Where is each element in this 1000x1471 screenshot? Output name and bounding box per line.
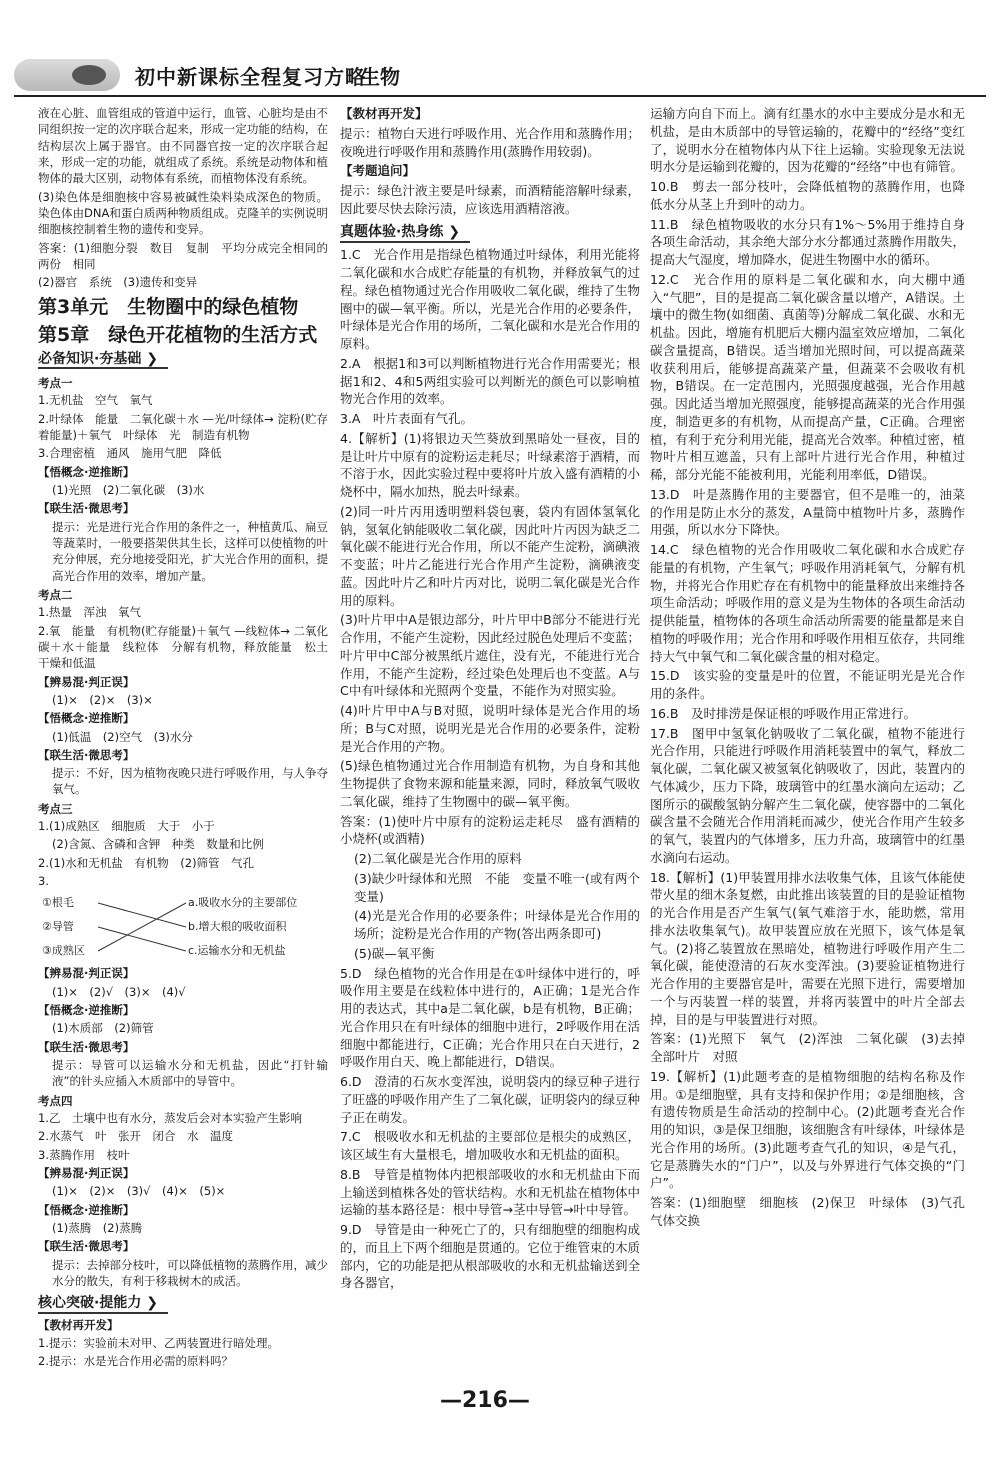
list-item: 3.蒸腾作用 枝叶 <box>38 1147 130 1162</box>
list-item: (2)含氮、含磷和含钾 种类 数量和比例 <box>52 837 264 852</box>
list-item: 1.乙 土壤中也有水分，蒸发后会对本实验产生影响 <box>38 1111 302 1126</box>
answer-item: 17.B 图甲中氢氧化钠吸收了二氧化碳，植物不能进行光合作用，只能进行呼吸作用消耗装置中的氧气，释放二氧化碳，二氧化碳又被氢氧化钠吸收了，因此，装置内的气体减少，压力下降，玻璃管中的红墨水滴向左运动；乙图所示的碳酸氢钠分解产生二氧化碳，使容器中的二氧化碳含量不会随光合作用消耗而减少，使光合作用产生较多的氧气，装置内的气体增多，压力升高，玻璃管中的红墨水滴向右运动。 <box>650 725 965 865</box>
answer-item: 7.C 根吸收水和无机盐的主要部位是根尖的成熟区，该区域生有大量根毛，增加吸收水和无机盐的面积。 <box>340 1129 640 1162</box>
answer-item: (2)二氧化碳是光合作用的原料 <box>354 851 522 866</box>
kaodian-heading: 考点四 <box>38 1093 73 1108</box>
answer-item: 1.C 光合作用是指绿色植物通过叶绿体，利用光能将二氧化碳和水合成贮存能量的有机物，并释放氧气的过程。绿色植物通过光合作用吸收二氧化碳，维持了生物圈中的碳—氧平衡。所以，光是光合作用的必要条件，叶绿体是光合作用的场所，二氧化碳和水是光合作用的原料。 <box>340 247 641 351</box>
book-title: 初中新课标全程复习方略 <box>135 65 366 89</box>
tag-label: 【辨易混·判正误】 <box>38 674 135 689</box>
list-item: 2.提示：水是光合作用必需的原料吗？ <box>38 1354 233 1369</box>
answer-item: (3)缺少叶绿体和光照 不能 变量不唯一(或有两个变量) <box>354 870 640 904</box>
section-heading: 必备知识·夯基础 ❯ <box>38 351 168 369</box>
book-logo-icon <box>14 59 120 91</box>
column-left <box>38 105 340 1372</box>
list-item: (1)木质部 (2)筛管 <box>52 1021 154 1036</box>
answer-item: 10.B 剪去一部分枝叶，会降低植物的蒸腾作用，也降低水分从茎上升到叶的动力。 <box>650 179 965 212</box>
answer-item: 5.D 绿色植物的光合作用是在①叶绿体中进行的，呼吸作用主要是在线粒体中进行的，A正确；1是光合作用的表达式，其中a是二氧化碳，b是有机物，B正确；光合作用只在有叶绿体的细胞中进行，2呼吸作用在活细胞中都能进行，C正确；光合作用只在白天进行，2呼吸作用白天、晚上都能进行，D错误。 <box>340 965 640 1070</box>
column-middle <box>340 105 640 1294</box>
answer-item: 2.A 根据1和3可以判断植物进行光合作用需要光；根据1和2、4和5两组实验可以判断光的颜色可以影响植物光合作用的效率。 <box>340 355 640 407</box>
subject-title: 生物 <box>360 65 400 89</box>
paragraph: 提示：植物白天进行呼吸作用、光合作用和蒸腾作用；夜晚进行呼吸作用和蒸腾作用(蒸腾作用较弱)。 <box>340 125 641 159</box>
list-item: (1)低温 (2)空气 (3)水分 <box>52 729 193 744</box>
answer-item: 19.【解析】(1)此题考查的是植物细胞的结构名称及作用。①是细胞壁，具有支持和保护作用；②是细胞核，含有遗传物质是生命活动的控制中心。(2)此题考查光合作用的知识，③是保卫细胞，该细胞含有叶绿体，叶绿体是光合作用的场所。(3)此题考查气孔的知识，④是气孔，它是蒸腾失水的“门户”，以及与外界进行气体交换的“门户”。 <box>650 1068 965 1191</box>
page-number: —216— <box>440 1388 530 1413</box>
match-left: ①根毛 <box>42 896 74 910</box>
matching-diagram <box>38 891 328 963</box>
tag-label: 【考题追问】 <box>340 163 416 179</box>
list-item: 2.叶绿体 能量 二氧化碳＋水 —光/叶绿体→ 淀粉(贮存着能量)＋氧气 叶绿体 光 制造有机物 <box>38 411 328 442</box>
tag-label: 【联生活·微思考】 <box>38 1239 135 1254</box>
answer-item: 答案：(1)光照下 氧气 (2)浑浊 二氧化碳 (3)去掉全部叶片 对照 <box>650 1031 965 1064</box>
answer-item: 4.【解析】(1)将银边天竺葵放到黑暗处一昼夜，目的是让叶片中原有的淀粉运走耗尽；叶绿素溶于酒精，而不溶于水，因此实验过程中要将叶片放入盛有酒精的小烧杯中，隔水加热，脱去叶绿素。 <box>340 430 641 499</box>
paragraph: (3)染色体是细胞核中容易被碱性染料染成深色的物质。染色体由DNA和蛋白质两种物质组成。克隆羊的实例说明细胞核控制着生物的遗传和变异。 <box>38 189 328 237</box>
section-heading: 核心突破·提能力 ❯ <box>38 1295 168 1313</box>
tag-label: 【联生活·微思考】 <box>38 747 135 762</box>
tag-label: 【教材再开发】 <box>340 106 428 121</box>
answer-line: 答案：(1)细胞分裂 数目 复制 平均分成完全相同的两份 相同 <box>38 240 328 271</box>
match-right: b.增大根的吸收面积 <box>188 920 287 934</box>
paragraph: 液在心脏、血管组成的管道中运行，血管、心脏均是由不同组织按一定的次序联合起来，形成一定功能的结构，在结构层次上属于器官。由不同器官按一定的次序联合起来，形成一定的功能，就组成了系统。系统是动物体和植物体的最大区别，动物体有系统，而植物体没有系统。 <box>38 106 328 186</box>
match-left: ②导管 <box>42 920 74 934</box>
paragraph: 提示：绿色汁液主要是叶绿素，而酒精能溶解叶绿素，因此要尽快去除污渍，应该选用酒精溶液。 <box>340 183 641 216</box>
tag-label: 【联生活·微思考】 <box>38 1039 135 1054</box>
list-item: 1.(1)成熟区 细胞质 大于 小于 <box>38 819 215 834</box>
list-item: 2.氧 能量 有机物(贮存能量)＋氧气 —线粒体→ 二氧化碳＋水＋能量 线粒体 分解有机物，释放能量 松土 干燥和低温 <box>38 623 340 671</box>
answer-item: 18.【解析】(1)甲装置用排水法收集气体，且该气体能使带火星的细木条复燃，由此推出该装置的目的是验证植物的光合作用是否产生氧气(氧气难溶于水，能助燃，常用排水法收集氧气)。故甲装置应放在光照下，该气体是氧气。(2)将乙装置放在黑暗处，植物进行呼吸作用产生二氧化碳，能使澄清的石灰水变浑浊。(3)要验证植物进行光合作用的主要器官是叶，需要在光照下进行，需要增加一个与丙装置一样的装置，并将丙装置中的叶片全部去掉，目的是与甲装置进行对照。 <box>650 869 965 1027</box>
answer-item: 12.C 光合作用的原料是二氧化碳和水，向大棚中通入“气肥”，目的是提高二氧化碳含量以增产，A错误。土壤中的微生物(如细菌、真菌等)分解成二氧化碳、水和无机盐。因此，增施有机肥后大棚内温室效应增加，二氧化碳含量提高，B错误。适当增加光照时间，可以提高蔬菜收获利用后，能够提高蔬菜产量，但蔬菜不会吸收有机物，B错误。在一定范围内，光照强度越强，光合作用越强。因此适当增加光照强度，能够提高蔬菜的光合作用强度，制造更多的有机物，从而提高产量，C正确。合理密植，有利于充分利用光能，提高光合效率。种植过密，植物叶片相互遮盖，只有上部叶片进行光合作用，种植过稀，部分光能不能被利用，光能利用率低，D错误。 <box>650 271 965 482</box>
match-left: ③成熟区 <box>42 944 85 958</box>
answer-item: 答案：(1)使叶片中原有的淀粉运走耗尽 盛有酒精的小烧杯(或酒精) <box>340 813 640 847</box>
kaodian-heading: 考点三 <box>38 801 73 816</box>
tag-label: 【教材再开发】 <box>38 1317 119 1332</box>
list-item: 提示：光是进行光合作用的条件之一，种植黄瓜、扁豆等蔬菜时，一般要搭架供其生长，这样可以使植物的叶充分伸展，充分地接受阳光，扩大光合作用的面积，提高光合作用的效率，增加产量。 <box>52 519 328 583</box>
answer-item: (2)同一叶片丙用透明塑料袋包裹，袋内有固体氢氧化钠，氢氧化钠能吸收二氧化碳，因此叶片丙因为缺乏二氧化碳不能进行光合作用，所以不能产生淀粉，滴碘液不变蓝；叶片乙能进行光合作用产生淀粉，滴碘液变蓝。因此叶片乙和叶片丙对比，说明二氧化碳是光合作用的原料。 <box>340 503 641 608</box>
list-item: (1)蒸腾 (2)蒸腾 <box>52 1221 143 1236</box>
kaodian-heading: 考点二 <box>38 587 73 602</box>
answer-item: (5)绿色植物通过光合作用制造有机物，为自身和其他生物提供了食物来源和能量来源，同时，释放氧气吸收二氧化碳，维持了生物圈中的碳—氧平衡。 <box>340 758 641 809</box>
answer-item: 8.B 导管是植物体内把根部吸收的水和无机盐由下而上输送到植株各处的管状结构。水和无机盐在植物体中运输的基本路径是：根中导管→茎中导管→叶中导管。 <box>340 1166 641 1218</box>
section-heading: 真题体验·热身练 ❯ <box>340 224 470 244</box>
list-item: 1.热量 浑浊 氧气 <box>38 605 141 620</box>
list-item: 2.水蒸气 叶 张开 闭合 水 温度 <box>38 1129 233 1144</box>
list-item: 1.提示：实验前未对甲、乙两装置进行暗处理。 <box>38 1336 279 1351</box>
answer-line: (2)器官 系统 (3)遗传和变异 <box>38 275 198 290</box>
tag-label: 【辨易混·判正误】 <box>38 1166 135 1181</box>
list-item: 提示：去掉部分枝叶，可以降低植物的蒸腾作用，减少水分的散失，有利于移栽树木的成活。 <box>52 1257 328 1289</box>
header-divider <box>14 95 986 97</box>
list-item: (1)× (2)√ (3)× (4)√ <box>52 984 186 999</box>
match-right: c.运输水分和无机盐 <box>188 944 286 958</box>
list-item: (1)× (2)× (3)× <box>52 692 153 707</box>
answer-item: (4)光是光合作用的必要条件；叶绿体是光合作用的场所；淀粉是光合作用的产物(答出两条即可) <box>354 908 640 941</box>
column-right <box>650 105 978 1232</box>
answer-item: 答案：(1)细胞壁 细胞核 (2)保卫 叶绿体 (3)气孔 气体交换 <box>650 1195 978 1228</box>
answer-item: 13.D 叶是蒸腾作用的主要器官，但不是唯一的，油菜的作用是防止水分的蒸发，A量筒中植物叶片多，蒸腾作用强，所以水分下降快。 <box>650 486 965 538</box>
list-item: (1)× (2)× (3)√ (4)× (5)× <box>52 1184 226 1199</box>
list-item: (1)光照 (2)二氧化碳 (3)水 <box>52 482 205 497</box>
chapter-title: 第5章 绿色开花植物的生活方式 <box>38 323 318 346</box>
unit-title: 第3单元 生物圈中的绿色植物 <box>38 295 299 318</box>
answer-item: 11.B 绿色植物吸收的水分只有1%～5%用于维持自身各项生命活动，其余绝大部分水分都通过蒸腾作用散失，提高大气湿度，增加降水，促进生物圈中水的循环。 <box>650 216 965 267</box>
answer-item: (3)叶片甲中A是银边部分，叶片甲中B部分不能进行光合作用，不能产生淀粉，因此经过脱色处理后不变蓝；叶片甲中C部分被黑纸片遮住，没有光，不能进行光合作用，不能产生淀粉，经过染色处理后也不变蓝。A与C中有叶绿体和光照两个变量，不能作为对照实验。 <box>340 612 641 699</box>
answer-item: 6.D 澄清的石灰水变浑浊，说明袋内的绿豆种子进行了旺盛的呼吸作用产生了二氧化碳，证明袋内的绿豆种子正在萌发。 <box>340 1074 641 1125</box>
answer-item: 15.D 该实验的变量是叶的位置，不能证明光是光合作用的条件。 <box>650 668 965 701</box>
list-item: 1.无机盐 空气 氧气 <box>38 393 153 408</box>
tag-label: 【悟概念·逆推断】 <box>38 711 135 726</box>
answer-item: 14.C 绿色植物的光合作用吸收二氧化碳和水合成贮存能量的有机物，产生氧气；呼吸作用消耗氧气，分解有机物，并将光合作用贮存在有机物中的能量释放出来维持各项生命活动；呼吸作用的意义是为生物体的各项生命活动提供能量，植物体的各项生命活动所需要的能量都是来自植物的呼吸作用；光合作用和呼吸作用相互依存，共同维持大气中氧气和二氧化碳含量的相对稳定。 <box>650 542 965 664</box>
list-item: 提示：导管可以运输水分和无机盐，因此“打针输液”的针头应插入木质部中的导管中。 <box>52 1058 328 1089</box>
answer-item: 3.A 叶片表面有气孔。 <box>340 411 473 426</box>
answer-item: 16.B 及时排涝是保证根的呼吸作用正常进行。 <box>650 705 916 721</box>
tag-label: 【联生活·微思考】 <box>38 501 135 516</box>
page-header <box>0 55 1000 97</box>
tag-label: 【悟概念·逆推断】 <box>38 1003 135 1018</box>
tag-label: 【悟概念·逆推断】 <box>38 464 135 479</box>
match-right: a.吸收水分的主要部位 <box>188 896 298 910</box>
answer-item: 运输方向自下而上。滴有红墨水的水中主要成分是水和无机盐，是由木质部中的导管运输的，花瓣中的“经络”变红了，说明水分在植物体内从下往上运输。实验现象无法说明水分是运输到花瓣的，因为花瓣的“经络”中也有筛管。 <box>650 106 965 175</box>
tag-label: 【悟概念·逆推断】 <box>38 1202 135 1217</box>
answer-item: 9.D 导管是由一种死亡了的，只有细胞壁的细胞构成的，而且上下两个细胞是贯通的。它位于维管束的木质部内，它的功能是把从根部吸收的水和无机盐输送到全身各器官， <box>340 1222 641 1291</box>
answer-item: (4)叶片甲中A与B对照，说明叶绿体是光合作用的场所；B与C对照，说明光是光合作用的必要条件，淀粉是光合作用的产物。 <box>340 703 640 754</box>
list-item: 3. <box>38 874 49 889</box>
tag-label: 【辨易混·判正误】 <box>38 966 135 981</box>
kaodian-heading: 考点一 <box>38 375 73 390</box>
list-item: 提示：不好，因为植物夜晚只进行呼吸作用，与人争夺氧气。 <box>52 766 328 797</box>
list-item: 3.合理密植 通风 施用气肥 降低 <box>38 446 222 461</box>
list-item: 2.(1)水和无机盐 有机物 (2)筛管 气孔 <box>38 855 255 870</box>
answer-item: (5)碳—氧平衡 <box>354 945 435 961</box>
